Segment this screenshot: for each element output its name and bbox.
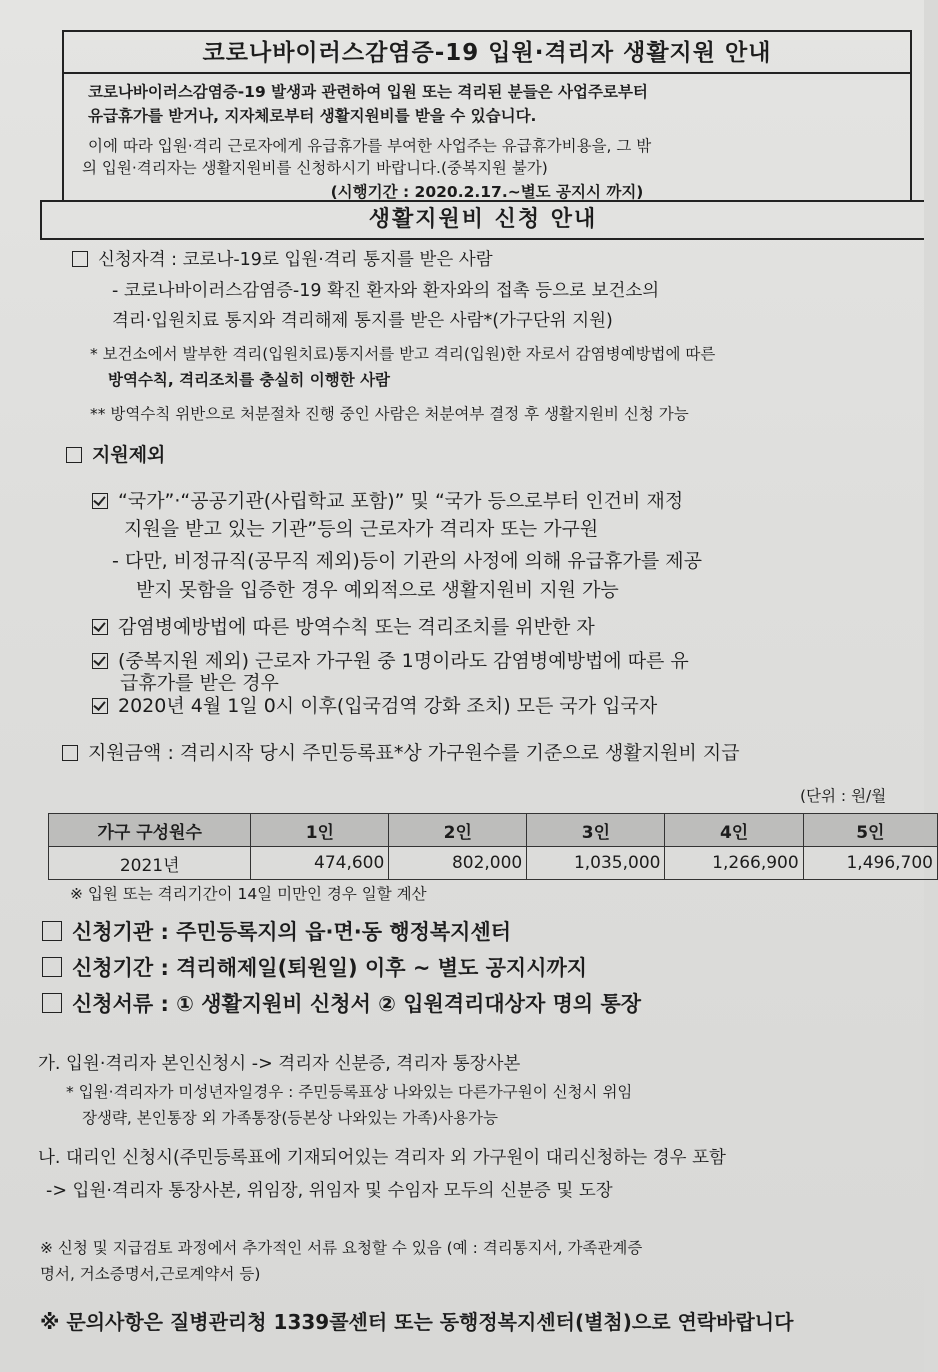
eligibility-line-1: - 코로나바이러스감염증-19 확진 환자와 환자와의 접촉 등으로 보건소의 (112, 281, 660, 301)
unit-label: (단위 : 원/월 (800, 787, 887, 805)
apply-docs-text: 신청서류 : ① 생활지원비 신청서 ② 입원격리대상자 명의 통장 (72, 992, 642, 1016)
intro-line-3: 이에 따라 입원·격리 근로자에게 유급휴가를 부여한 사업주는 유급휴가비용을, 그 밖 (88, 137, 652, 155)
note-ref-1: ※ 신청 및 지급검토 과정에서 추가적인 서류 요청할 수 있음 (예 : 격리통지서, 가족관계증 (40, 1239, 643, 1257)
table-cell: 1,496,700 (803, 847, 937, 880)
note-na-2: -> 입원·격리자 통장사본, 위임장, 위임자 및 수임자 모두의 신분증 및 도장 (46, 1181, 613, 1201)
table-header-cell: 2인 (389, 814, 527, 847)
checkbox-empty-icon (72, 251, 88, 267)
exclusion-item-1b: 지원을 받고 있는 기관”등의 근로자가 격리자 또는 가구원 (124, 518, 599, 540)
eligibility-note-1: * 보건소에서 발부한 격리(입원치료)통지서를 받고 격리(입원)한 자로서 감염병예방법에 따른 (90, 345, 716, 363)
effective-period: (시행기간 : 2020.2.17.~별도 공지시 까지) (330, 183, 644, 201)
amount-heading-text: 지원금액 : 격리시작 당시 주민등록표*상 가구원수를 기준으로 생활지원비 지급 (88, 742, 740, 764)
exclusion-item-3a-text: (중복지원 제외) 근로자 가구원 중 1명이라도 감염병예방법에 따른 유 (118, 650, 689, 672)
table-header-row (49, 814, 938, 847)
exclusion-item-2 (92, 612, 595, 639)
exclusion-item-3b: 급휴가를 받은 경우 (120, 672, 279, 694)
section-subtitle: 생활지원비 신청 안내 (40, 200, 924, 240)
table-header-cell: 1인 (251, 814, 389, 847)
note-na: 나. 대리인 신청시(주민등록표에 기재되어있는 격리자 외 가구원이 대리신청하는 경우 포함 (38, 1148, 726, 1168)
intro-line-1: 코로나바이러스감염증-19 발생과 관련하여 입원 또는 격리된 분들은 사업주로부터 (88, 83, 648, 101)
note-ga-star: * 입원·격리자가 미성년자일경우 : 주민등록표상 나와있는 다른가구원이 신청시 위임 (66, 1083, 633, 1101)
apply-period-text: 신청기간 : 격리해제일(퇴원일) 이후 ~ 별도 공지시까지 (72, 956, 588, 980)
eligibility-line-2: 격리·입원치료 통지와 격리해제 통지를 받은 사람*(가구단위 지원) (112, 311, 613, 331)
apply-agency (42, 916, 511, 946)
table-cell: 474,600 (251, 847, 389, 880)
exclusion-item-1a-text: “국가”·“공공기관(사립학교 포함)” 및 “국가 등으로부터 인건비 재정 (118, 490, 684, 512)
table-row (49, 847, 938, 880)
intro-line-4: 의 입원·격리자는 생활지원비를 신청하시기 바랍니다.(중복지원 불가) (82, 159, 548, 177)
amount-heading (62, 738, 740, 765)
note-ref-2: 명서, 거소증명서,근로계약서 등) (40, 1265, 261, 1283)
checkbox-empty-icon (62, 745, 78, 761)
table-cell: 802,000 (389, 847, 527, 880)
intro-line-2: 유급휴가를 받거나, 지자체로부터 생활지원비를 받을 수 있습니다. (88, 107, 537, 125)
table-header-cell: 가구 구성원수 (49, 814, 251, 847)
table-header-cell: 4인 (665, 814, 803, 847)
page-title: 코로나바이러스감염증-19 입원·격리자 생활지원 안내 (202, 40, 772, 66)
exclusion-item-4-text: 2020년 4월 1일 0시 이후(입국검역 강화 조치) 모든 국가 입국자 (118, 695, 658, 717)
note-ga-star-2: 장생략, 본인통장 외 가족통장(등본상 나와있는 가족)사용가능 (82, 1109, 498, 1127)
checkbox-checked-icon (92, 698, 108, 714)
eligibility-note-1b: 방역수칙, 격리조치를 충실히 이행한 사람 (108, 371, 391, 389)
apply-agency-text: 신청기관 : 주민등록지의 읍·면·동 행정복지센터 (72, 920, 512, 944)
checkbox-empty-icon (42, 957, 62, 977)
apply-period (42, 952, 587, 982)
eligibility-heading (72, 246, 493, 271)
exclusion-item-1d: 받지 못함을 입증한 경우 예외적으로 생활지원비 지원 가능 (136, 579, 619, 601)
exclusion-item-1c: - 다만, 비정규직(공무직 제외)등이 기관의 사정에 의해 유급휴가를 제공 (112, 550, 702, 572)
checkbox-empty-icon (42, 921, 62, 941)
exclusion-heading (66, 440, 165, 467)
support-amount-table (48, 813, 938, 880)
checkbox-empty-icon (66, 447, 82, 463)
table-cell: 1,035,000 (527, 847, 665, 880)
checkbox-checked-icon (92, 653, 108, 669)
title-divider (62, 72, 912, 74)
checkbox-empty-icon (42, 993, 62, 1013)
eligibility-note-2: ** 방역수칙 위반으로 처분절차 진행 중인 사람은 처분여부 결정 후 생활지원비 신청 가능 (90, 405, 689, 423)
note-ga: 가. 입원·격리자 본인신청시 -> 격리자 신분증, 격리자 통장사본 (38, 1054, 521, 1074)
table-header-cell: 3인 (527, 814, 665, 847)
exclusion-item-4 (92, 691, 657, 718)
amount-note: ※ 입원 또는 격리기간이 14일 미만인 경우 일할 계산 (70, 885, 427, 903)
exclusion-item-1a (92, 486, 683, 513)
checkbox-checked-icon (92, 619, 108, 635)
table-cell: 1,266,900 (665, 847, 803, 880)
eligibility-heading-text: 신청자격 : 코로나-19로 입원·격리 통지를 받은 사람 (98, 250, 493, 270)
exclusion-heading-text: 지원제외 (92, 444, 166, 466)
checkbox-checked-icon (92, 493, 108, 509)
table-header-cell: 5인 (803, 814, 937, 847)
exclusion-item-2-text: 감염병예방법에 따른 방역수칙 또는 격리조치를 위반한 자 (118, 616, 595, 638)
table-cell-year: 2021년 (49, 847, 251, 880)
apply-docs (42, 988, 641, 1018)
contact-notice: ※ 문의사항은 질병관리청 1339콜센터 또는 동행정복지센터(별첨)으로 연락바랍니다 (40, 1310, 794, 1334)
